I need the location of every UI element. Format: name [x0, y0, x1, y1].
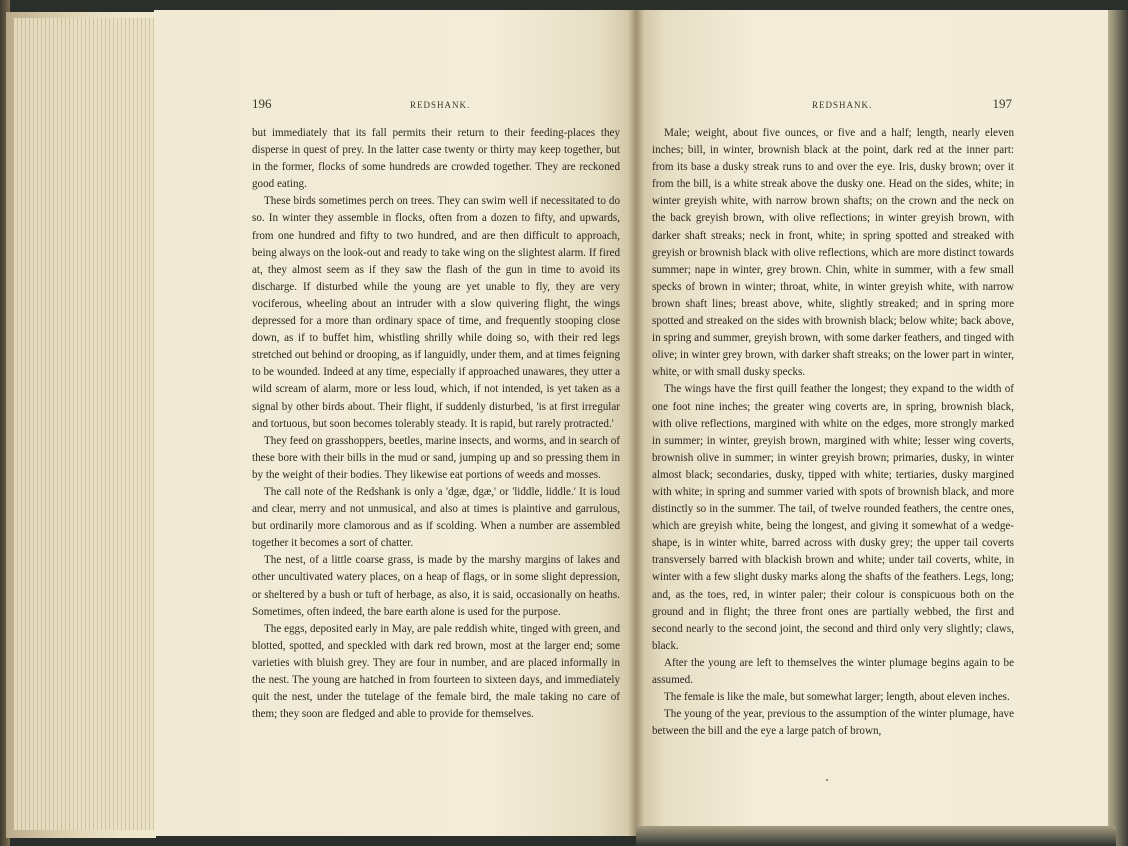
left-page-number: 196: [252, 96, 272, 111]
paragraph: After the young are left to themselves the winter plumage begins again to be assumed.: [652, 656, 1014, 686]
paragraph: The female is like the male, but somewhat larger; length, about eleven inches.: [664, 691, 1010, 704]
paragraph: The wings have the first quill feather the longest; they expand to the width of one foot nine inches; the greater wing coverts are, in spring, brownish black, with olive reflections, margined with white on the edges, more strongly marked in summer; in winter, greyish brown, margined with white; lesser wing coverts, brownish olive in summer; in winter greyish brown; primaries, dusky, in winter almost black; secondaries, dusky, tipped with white; tertiaries, dusky margined with white; in spring and summer varied with spots of brownish black, and more distinctly so in the summer. The tail, of twelve rounded feathers, the centre ones, which are greyish white, being the longest, and giving it somewhat of a wedge-shape, is in winter white, barred across with dusky grey; the upper tail coverts transversely barred with blackish brown and white; under tail coverts, white, in winter with a few slight dusky marks along the shafts of the feathers. Legs, long; and, as the toes, red, in winter paler; their colour is conspicuous both on the ground and in flight; the three front ones are partially webbed, the first and second nearly to the second joint, the second and third only very slightly; claws, black.: [652, 383, 1014, 652]
left-running-head: REDSHANK.: [410, 100, 471, 110]
paper-speck: [826, 779, 828, 781]
left-page-header: [252, 98, 620, 114]
right-page-header: [652, 98, 1012, 114]
paragraph: These birds sometimes perch on trees. They can swim well if necessitated to do so. In winter they assemble in flocks, often from a dozen to fifty, and upwards, from one hundred and fifty to two hundred, and are then difficult to approach, being always on the look-out and ready to take wing on the slightest alarm. If fired at, they almost seem as if they saw the flash of the gun in time to avoid its discharge. If disturbed while the young are yet unable to fly, they are very vociferous, wheeling about an intruder with a slow quivering flight, the wings depressed for a more than ordinary space of time, and frequently stooping close down, as if to buffet him, whistling shrilly while doing so, with their red legs stretched out behind or drooping, as if languidly, under them, and at times feigning to be wounded. Indeed at any time, especially if approached unawares, they utter a wild scream of alarm, more or less loud, which, if not intended, is yet taken as a signal by other birds about. Their flight, if suddenly disturbed, 'is at first irregular and tortuous, but soon becomes tolerably steady. It is rapid, but rarely protracted.': [252, 195, 620, 430]
paragraph: The eggs, deposited early in May, are pale reddish white, tinged with green, and blotted, spotted, and speckled with dark red brown, most at the larger end; some varieties with bluish grey. They are four in number, and are placed informally in the nest. The young are hatched in from fourteen to sixteen days, and immediately quit the nest, under the tutelage of the female bird, the male taking no care of them; they soon are fledged and able to provide for themselves.: [252, 622, 620, 721]
paragraph: They feed on grasshoppers, beetles, marine insects, and worms, and in search of these bore with their bills in the mud or sand, jumping up and so pressing them in by the weight of their bodies. They likewise eat portions of weeds and mosses.: [252, 434, 620, 481]
left-page-text: [252, 125, 620, 723]
paragraph: The nest, of a little coarse grass, is made by the marshy margins of lakes and other uncultivated watery places, on a heap of flags, or in some slight depression, or sheltered by a bush or tuft of herbage, as also, it is said, occasionally on heaths. Sometimes, often indeed, the bare earth alone is used for the purpose.: [252, 554, 620, 618]
book-gutter: [628, 10, 644, 836]
page-stack-edges: [14, 18, 154, 830]
paragraph: The young of the year, previous to the assumption of the winter plumage, have between the bill and the eye a large patch of brown,: [652, 708, 1014, 738]
right-page-text: [652, 125, 1014, 740]
paragraph: but immediately that its fall permits their return to their feeding-places they disperse in quest of prey. In the latter case twenty or thirty may keep together, but in the former, flocks of some hundreds are crowded together. They are reckoned good eating.: [252, 127, 620, 191]
paragraph: Male; weight, about five ounces, or five and a half; length, nearly eleven inches; bill, in winter, brownish black at the point, dark red at the inner part: from its base a dusky streak runs to and over the eye. Iris, dusky brown; over it from the bill, is a white streak above the dusky one. Head on the sides, white; in winter greyish white, with narrow brown shafts; on the crown and the neck on the back greyish brown, with olive reflections; in winter greyish brown, with darker shaft streaks; neck in front, white; in spring spotted and streaked with greyish or brownish black with olive reflections, which are more distinct towards summer; nape in winter, grey brown. Chin, white in summer, with a few small specks of brown in winter; throat, white, in winter greyish white, with narrow brown shaft lines; breast above, white, slightly streaked; and in spring more spotted and streaked on the sides with brownish black; below white; back above, in spring and summer, greyish brown, with some darker feathers, and tinged with olive; in winter grey brown, with darker shaft streaks; on the lower part in winter, white, or with small dusky specks.: [652, 127, 1014, 379]
bottom-page-edge: [636, 826, 1116, 846]
right-page-edge: [1108, 10, 1128, 846]
right-running-head: REDSHANK.: [812, 100, 873, 110]
right-page-number: 197: [992, 96, 1012, 111]
paragraph: The call note of the Redshank is only a 'dgæ, dgæ,' or 'liddle, liddle.' It is loud and clear, merry and not unmusical, and also at times is plaintive and garrulous, but ordinarily more clamorous and as if scolding. When a number are assembled together it becomes a sort of chatter.: [252, 485, 620, 550]
